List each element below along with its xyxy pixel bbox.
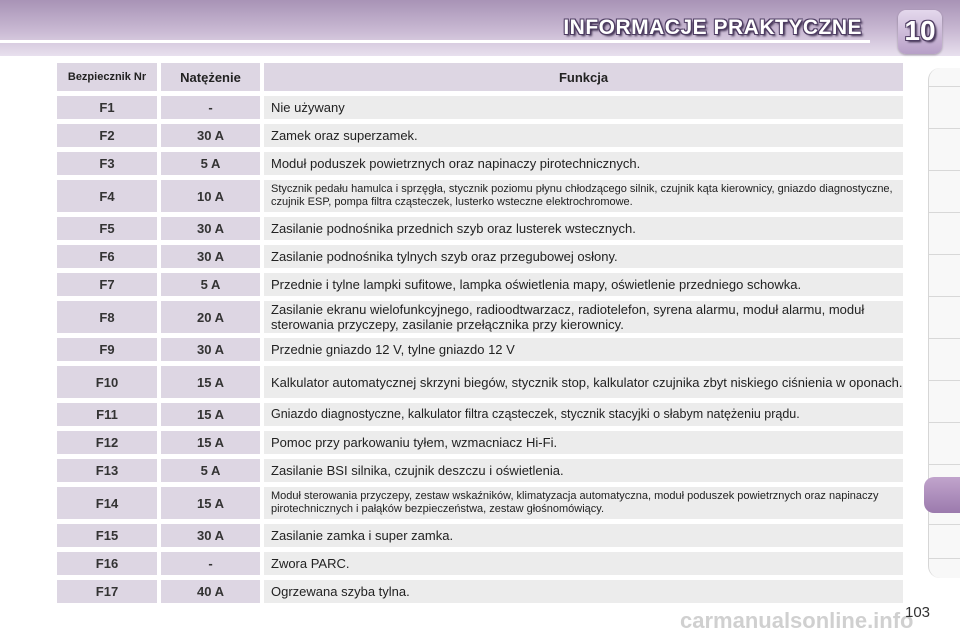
chapter-number: 10: [904, 15, 936, 46]
table-row: [57, 245, 903, 268]
table-row: [57, 180, 903, 212]
fuse-function: Gniazdo diagnostyczne, kalkulator filtra cząsteczek, stycznik stacyjki o słabym natężeniu prądu.: [271, 407, 800, 421]
fuse-function: Zasilanie BSI silnika, czujnik deszczu i oświetlenia.: [271, 463, 564, 478]
table-row: [57, 431, 903, 454]
table-row: [57, 524, 903, 547]
fuse-amperage: 5 A: [200, 277, 221, 292]
fuse-amperage: 40 A: [197, 584, 224, 599]
chapter-tab-divider: [929, 464, 960, 465]
fuse-function: Ogrzewana szyba tylna.: [271, 584, 410, 599]
fuse-amperage: 30 A: [197, 342, 224, 357]
fuse-number: F16: [95, 556, 119, 571]
fuse-number: F15: [95, 528, 119, 543]
fuse-amperage: 20 A: [197, 309, 224, 325]
table-row: [57, 217, 903, 240]
fuse-number: F6: [99, 249, 115, 264]
fuse-function: Przednie gniazdo 12 V, tylne gniazdo 12 V: [271, 342, 515, 357]
fuse-function: Zasilanie zamka i super zamka.: [271, 528, 454, 543]
table-row: [57, 124, 903, 147]
chapter-tab-divider: [929, 128, 960, 129]
fuse-number: F10: [95, 374, 119, 390]
chapter-tab-active: [924, 477, 960, 513]
page-number: 103: [905, 604, 931, 621]
chapter-badge: [898, 10, 942, 54]
fuse-amperage: 30 A: [197, 128, 224, 143]
fuse-function: Kalkulator automatycznej skrzyni biegów, stycznik stop, kalkulator czujnika zbyt niskiego ciśnienia w oponach.: [271, 374, 903, 390]
fuse-function: Zasilanie ekranu wielofunkcyjnego, radioodtwarzacz, radiotelefon, syrena alarmu, moduł alarmu, moduł sterowania przyczepy, zasilanie przełącznika przy kierownicy.: [271, 302, 865, 332]
fuse-function: Stycznik pedału hamulca i sprzęgła, stycznik poziomu płynu chłodzącego silnik, czujnik kąta kierownicy, gniazdo diagnostyczne, czujnik ESP, pompa filtra cząsteczek, lusterko wsteczne elektrochromowe.: [271, 183, 893, 208]
chapter-tab-divider: [929, 380, 960, 381]
column-header-fuse: Bezpiecznik Nr: [57, 63, 157, 91]
column-header-amperage: Natężenie: [161, 63, 260, 91]
table-row: [57, 338, 903, 361]
fuse-amperage: 15 A: [197, 374, 224, 390]
fuse-number: F12: [95, 435, 119, 450]
section-title: INFORMACJE PRAKTYCZNE: [563, 16, 862, 39]
table-header-row: [57, 63, 903, 91]
fuse-number: F13: [95, 463, 119, 478]
fuse-function: Nie używany: [271, 100, 345, 115]
chapter-tab-divider: [929, 296, 960, 297]
column-header-function: Funkcja: [264, 63, 903, 91]
fuse-function: Pomoc przy parkowaniu tyłem, wzmacniacz Hi-Fi.: [271, 435, 558, 450]
chapter-tab-divider: [929, 338, 960, 339]
fuse-amperage: 5 A: [200, 156, 221, 171]
fuse-number: F9: [99, 342, 115, 357]
fuse-function: Zamek oraz superzamek.: [271, 128, 418, 143]
chapter-tab-divider: [929, 558, 960, 559]
fuse-function: Zasilanie podnośnika tylnych szyb oraz przegubowej osłony.: [271, 249, 618, 264]
table-row: [57, 580, 903, 603]
fuse-number: F3: [99, 156, 115, 171]
watermark: carmanualsonline.info: [680, 608, 914, 633]
fuse-amperage: 15 A: [197, 435, 224, 450]
fuse-function: Przednie i tylne lampki sufitowe, lampka oświetlenia mapy, oświetlenie przedniego schowka.: [271, 277, 802, 292]
fuse-amperage: 5 A: [200, 463, 221, 478]
fuse-amperage: -: [208, 556, 213, 571]
fuse-number: F2: [99, 128, 115, 143]
header-divider: [0, 40, 870, 43]
table-row: [57, 459, 903, 482]
fuse-number: F5: [99, 221, 115, 236]
table-row: [57, 96, 903, 119]
table-row: [57, 487, 903, 519]
chapter-tab-divider: [929, 524, 960, 525]
table-row: [57, 301, 903, 333]
fuse-function: Zasilanie podnośnika przednich szyb oraz lusterek wstecznych.: [271, 221, 636, 236]
chapter-tab-divider: [929, 254, 960, 255]
chapter-tab-divider: [929, 170, 960, 171]
fuse-table: [57, 63, 903, 608]
fuse-amperage: 10 A: [197, 188, 224, 204]
fuse-amperage: 15 A: [197, 495, 224, 511]
fuse-number: F4: [99, 188, 115, 204]
table-row: [57, 273, 903, 296]
page-header: [0, 0, 960, 56]
fuse-amperage: 30 A: [197, 528, 224, 543]
fuse-amperage: -: [208, 100, 213, 115]
fuse-number: F1: [99, 100, 115, 115]
fuse-function: Moduł poduszek powietrznych oraz napinaczy pirotechnicznych.: [271, 156, 641, 171]
fuse-number: F11: [96, 407, 118, 422]
fuse-function: Moduł sterowania przyczepy, zestaw wskaźników, klimatyzacja automatyczna, moduł poduszek powietrznych oraz napinaczy pirotechnicznych i pałąków bezpieczeństwa, zestaw głośnomówiący.: [271, 490, 879, 515]
fuse-number: F8: [99, 309, 115, 325]
fuse-number: F7: [99, 277, 115, 292]
chapter-tab-divider: [929, 86, 960, 87]
fuse-number: F14: [95, 495, 119, 511]
fuse-amperage: 15 A: [197, 407, 224, 422]
table-row: [57, 552, 903, 575]
table-row: [57, 152, 903, 175]
fuse-number: F17: [95, 584, 119, 599]
table-row: [57, 366, 903, 398]
chapter-tab-divider: [929, 212, 960, 213]
fuse-amperage: 30 A: [197, 221, 224, 236]
fuse-amperage: 30 A: [197, 249, 224, 264]
fuse-function: Zwora PARC.: [271, 556, 350, 571]
table-row: [57, 403, 903, 426]
chapter-tab-divider: [929, 422, 960, 423]
